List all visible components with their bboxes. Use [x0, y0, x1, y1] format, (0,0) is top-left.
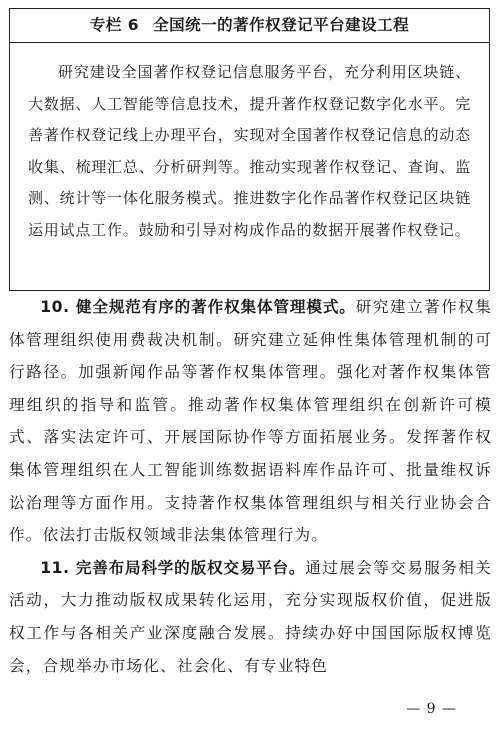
section-10 — [9, 291, 492, 552]
main-text — [9, 291, 492, 682]
section-11 — [9, 552, 492, 682]
feature-box-body: 研究建设全国著作权登记信息服务平台，充分利用区块链、大数据、人工智能等信息技术，提升著作权登记数字化水平。完善著作权登记线上办理平台，实现对全国著作权登记信息的动态收集、梳理汇总、分析研判等。推动实现著作权登记、查询、监测、统计等一体化服务模式。推进数字化作品著作权登记区块链运用试点工作。鼓励和引导对构成作品的数据开展著作权登记。 — [28, 63, 471, 239]
feature-box-label: 专栏 6 — [89, 16, 140, 34]
section-11-heading: 11. 完善布局科学的版权交易平台。 — [40, 558, 306, 577]
section-10-heading: 10. 健全规范有序的著作权集体管理模式。 — [40, 298, 356, 316]
feature-box — [9, 8, 490, 291]
section-11-text: 通过展会等交易服务相关活动，大力推动版权成果转化运用，充分实现版权价值，促进版权工作与各相关产业深度融合发展。持续办好中国国际版权博览会，合规举办市场化、社会化、有专业特色 — [9, 558, 492, 675]
section-10-text: 研究建立著作权集体管理组织使用费裁决机制。研究建立延伸性集体管理机制的可行路径。加强新闻作品等著作权集体管理。强化对著作权集体管理组织的指导和监管。推动著作权集体管理组织在创新许可模式、落实法定许可、开展国际协作等方面拓展业务。发挥著作权集体管理组织在人工智能训练数据语料库作品许可、批量维权诉讼治理等方面作用。支持著作权集体管理组织与相关行业协会合作。依法打击版权领域非法集体管理行为。 — [9, 298, 492, 545]
feature-box-title: 全国统一的著作权登记平台建设工程 — [153, 16, 410, 34]
page-number: — 9 — — [406, 701, 457, 717]
feature-box-header — [10, 9, 489, 43]
